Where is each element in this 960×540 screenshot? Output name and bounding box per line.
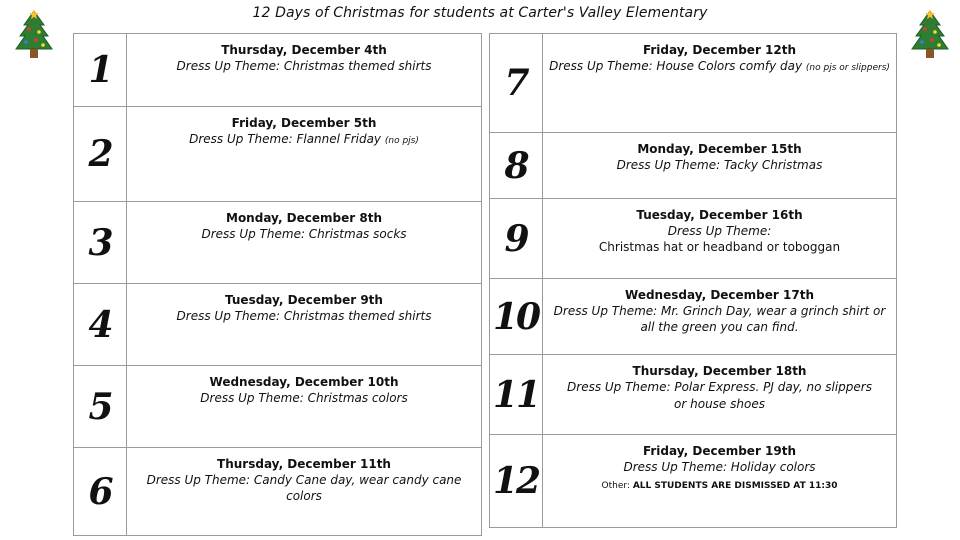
- schedule-table-left: [73, 33, 482, 536]
- day-theme-line: [127, 131, 481, 149]
- day-note: (no pjs): [384, 136, 419, 146]
- day-number: 9: [490, 199, 543, 279]
- day-description: [543, 133, 897, 199]
- table-row: [490, 133, 897, 199]
- day-number: 4: [74, 284, 127, 366]
- day-theme: Dress Up Theme: Holiday colors: [623, 460, 816, 474]
- day-description: [543, 435, 897, 528]
- day-theme: Dress Up Theme:: [667, 224, 772, 238]
- day-number: 2: [74, 107, 127, 202]
- day-theme: Dress Up Theme: Christmas themed shirts: [176, 309, 432, 323]
- day-note: (no pjs or slippers): [805, 63, 890, 73]
- table-row: [74, 366, 482, 448]
- schedule-table-right: [489, 33, 897, 528]
- day-description: [127, 34, 482, 107]
- day-theme: Dress Up Theme: Mr. Grinch Day, wear a grinch shirt or all the green you can find.: [553, 304, 886, 334]
- day-description: [543, 355, 897, 435]
- day-theme: Dress Up Theme: Christmas themed shirts: [176, 59, 432, 73]
- table-row: [74, 448, 482, 536]
- day-number: 12: [490, 435, 543, 528]
- day-description: [127, 284, 482, 366]
- page-title: 12 Days of Christmas for students at Carter's Valley Elementary: [252, 5, 708, 21]
- table-row: [490, 279, 897, 355]
- day-date: Monday, December 15th: [637, 142, 802, 156]
- day-other-line: [543, 478, 896, 494]
- day-date: Friday, December 5th: [231, 116, 377, 130]
- day-number: 10: [490, 279, 543, 355]
- day-theme: Dress Up Theme: House Colors comfy day: [549, 59, 803, 73]
- day-date: Friday, December 19th: [642, 444, 797, 458]
- day-theme: Dress Up Theme: Tacky Christmas: [616, 158, 823, 172]
- day-date: Friday, December 12th: [642, 43, 797, 57]
- table-row: [490, 199, 897, 279]
- table-row: [490, 34, 897, 133]
- day-date: Wednesday, December 10th: [209, 375, 399, 389]
- table-row: [74, 34, 482, 107]
- table-row: [74, 202, 482, 284]
- table-row: [490, 355, 897, 435]
- day-description: [127, 366, 482, 448]
- day-theme: Dress Up Theme: Christmas colors: [200, 391, 408, 405]
- day-number: 5: [74, 366, 127, 448]
- table-row: [74, 284, 482, 366]
- day-description: [127, 448, 482, 536]
- day-description: [127, 107, 482, 202]
- day-description: [543, 199, 897, 279]
- day-date: Wednesday, December 17th: [625, 288, 814, 302]
- day-theme: Dress Up Theme: Christmas socks: [201, 227, 407, 241]
- day-description: [543, 34, 897, 133]
- day-theme: Dress Up Theme: Candy Cane day, wear candy cane colors: [146, 473, 462, 503]
- dismissal-notice: ALL STUDENTS ARE DISMISSED AT 11:30: [632, 481, 838, 491]
- day-theme-detail: Christmas hat or headband or toboggan: [598, 240, 841, 254]
- christmas-tree-icon: [910, 9, 950, 61]
- day-number: 7: [490, 34, 543, 133]
- day-date: Thursday, December 18th: [632, 364, 807, 378]
- day-theme: Dress Up Theme: Flannel Friday: [189, 132, 382, 146]
- day-number: 3: [74, 202, 127, 284]
- day-date: Tuesday, December 9th: [225, 293, 383, 307]
- day-theme-line: [543, 58, 896, 76]
- day-theme: Dress Up Theme: Polar Express. PJ day, no slippers or house shoes: [567, 380, 872, 411]
- day-description: [127, 202, 482, 284]
- table-row: [74, 107, 482, 202]
- day-date: Tuesday, December 16th: [636, 208, 803, 222]
- day-number: 1: [74, 34, 127, 107]
- table-row: [490, 435, 897, 528]
- day-number: 6: [74, 448, 127, 536]
- day-description: [543, 279, 897, 355]
- day-number: 11: [490, 355, 543, 435]
- day-date: Thursday, December 11th: [217, 457, 391, 471]
- other-label: Other:: [601, 481, 630, 491]
- christmas-tree-icon: [14, 9, 54, 61]
- day-number: 8: [490, 133, 543, 199]
- day-date: Thursday, December 4th: [221, 43, 387, 57]
- day-date: Monday, December 8th: [226, 211, 382, 225]
